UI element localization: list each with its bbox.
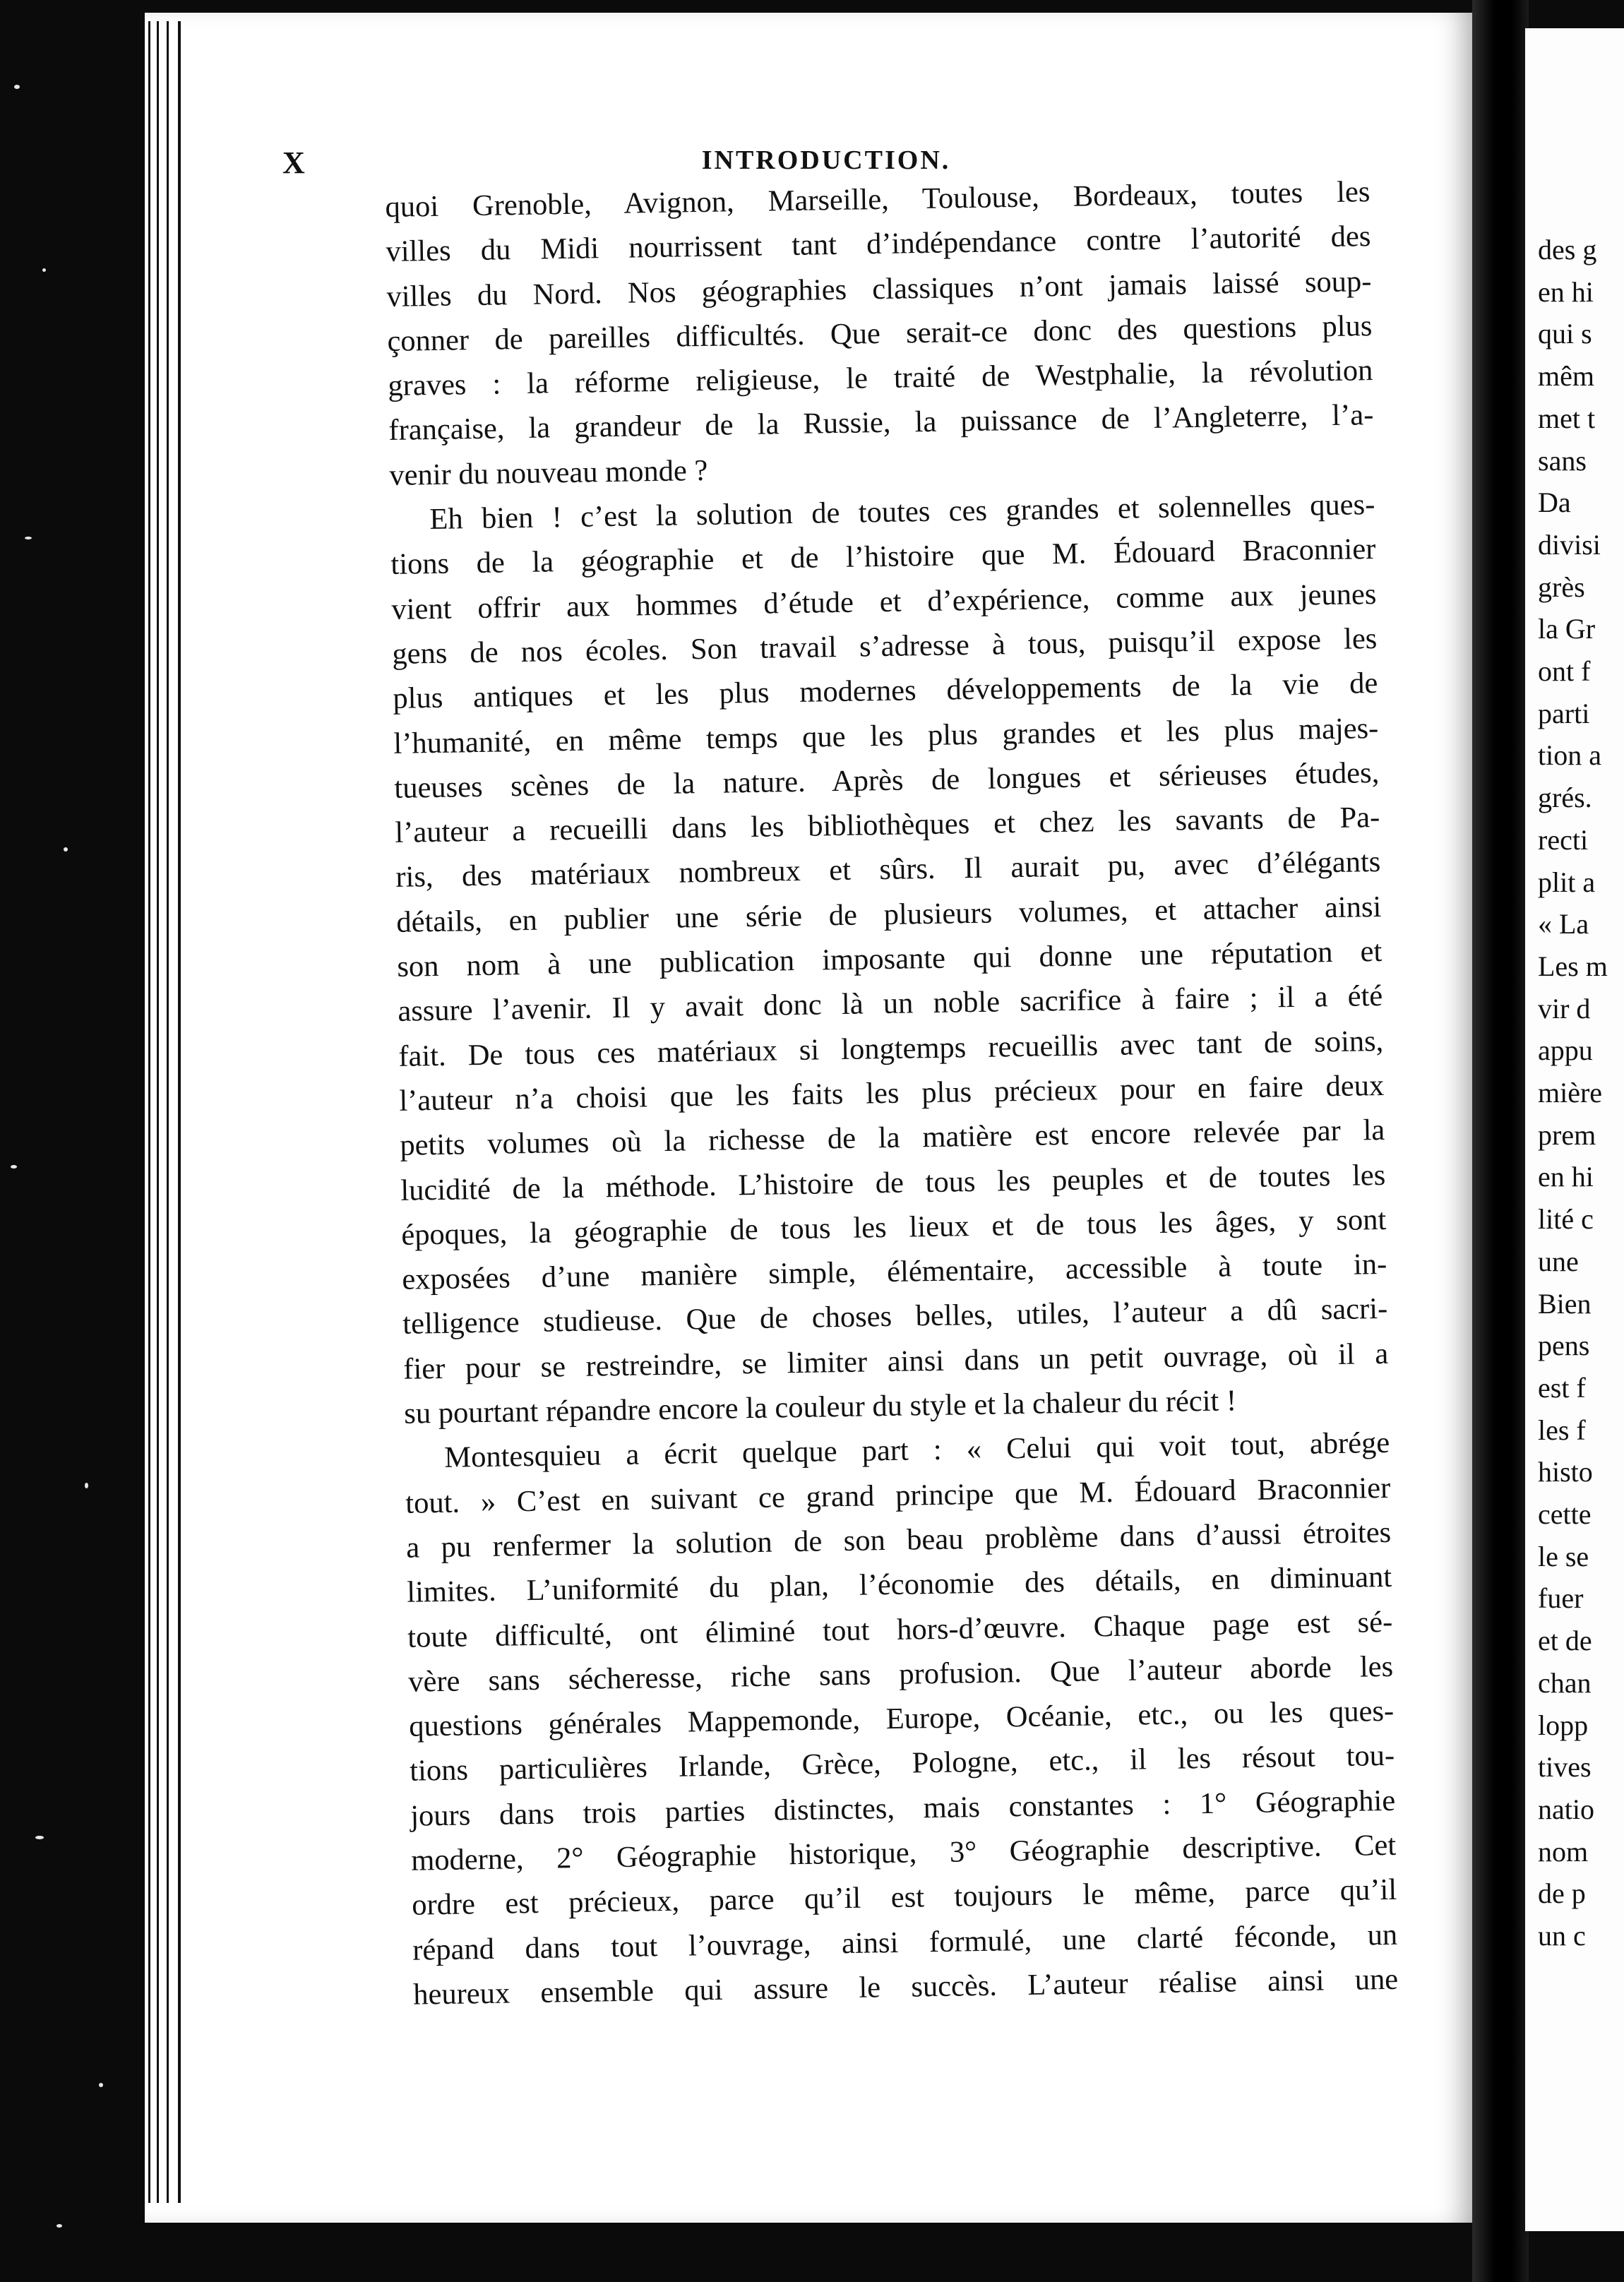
text-line: exposées d’une manière simple, élémentaire, accessible à toute in-	[401, 1248, 1387, 1296]
right-page-line: Bien	[1538, 1287, 1592, 1320]
text-line: toute difficulté, ont éliminé tout hors-d’œuvre. Chaque page est sé-	[407, 1605, 1393, 1654]
right-page-line: qui s	[1538, 318, 1592, 350]
right-page-line: vir d	[1538, 992, 1591, 1024]
text-line: ordre est précieux, parce qu’il est toujours le même, parce qu’il	[411, 1873, 1397, 1922]
text-line: gens de nos écoles. Son travail s’adresse à tous, puisqu’il expose les	[392, 621, 1378, 671]
body-text	[385, 169, 1399, 2017]
text-line: quoi Grenoble, Avignon, Marseille, Toulouse, Bordeaux, toutes les	[385, 175, 1371, 224]
page-edge-line	[157, 21, 159, 2203]
text-line: tions de la géographie et de l’histoire que M. Édouard Braconnier	[390, 532, 1376, 582]
text-line: vient offrir aux hommes d’étude et d’expérience, comme aux jeunes	[391, 577, 1377, 626]
right-page-line: nom	[1538, 1835, 1589, 1868]
text-line: heureux ensemble qui assure le succès. L’auteur réalise ainsi une	[412, 1962, 1399, 2012]
right-page-line: met t	[1538, 402, 1596, 434]
right-page-line: tion a	[1538, 739, 1601, 772]
right-page-line: prem	[1538, 1118, 1596, 1151]
text-line: Eh bien ! c’est la solution de toutes ces grandes et solennelles ques-	[429, 488, 1375, 537]
text-line: tueuses scènes de la nature. Après de longues et sérieuses études,	[394, 755, 1380, 805]
book-gutter	[1472, 0, 1529, 2282]
right-page-line: les f	[1538, 1414, 1586, 1446]
text-line: su pourtant répandre encore la couleur du style et la chaleur du récit !	[403, 1384, 1237, 1430]
page-number: X	[282, 145, 305, 180]
right-page-line: histo	[1538, 1456, 1593, 1488]
right-page-line: mière	[1538, 1077, 1603, 1109]
text-line: assure l’avenir. Il y avait donc là un noble sacrifice à faire ; il a été	[398, 979, 1383, 1029]
text-line: villes du Nord. Nos géographies classiques n’ont jamais laissé soup-	[386, 264, 1372, 313]
text-line: l’humanité, en même temps que les plus grandes et les plus majes-	[393, 711, 1379, 760]
right-page-line: divisi	[1538, 528, 1601, 561]
right-page-line: est f	[1538, 1371, 1586, 1404]
text-line: a pu renfermer la solution de son beau problème dans d’aussi étroites	[405, 1515, 1392, 1565]
right-page-line: lité c	[1538, 1203, 1594, 1236]
right-page-line: en hi	[1538, 1161, 1594, 1193]
right-page-line: ont f	[1538, 655, 1591, 687]
right-page-line: lopp	[1538, 1709, 1589, 1741]
text-line: l’auteur n’a choisi que les faits les plus précieux pour en faire deux	[399, 1068, 1385, 1118]
right-page-line: sans	[1538, 444, 1587, 477]
right-page-line: le se	[1538, 1540, 1589, 1572]
right-page-line: cette	[1538, 1498, 1592, 1530]
right-page-line: la Gr	[1538, 613, 1596, 645]
text-line: tions particulières Irlande, Grèce, Pologne, etc., il les résout tou-	[409, 1739, 1395, 1788]
text-line: l’auteur a recueilli dans les bibliothèques et chez les savants de Pa-	[395, 801, 1380, 850]
right-page-line: grés.	[1538, 782, 1592, 814]
text-line: plus antiques et les plus modernes développements de la vie de	[393, 667, 1378, 716]
text-line: ris, des matériaux nombreux et sûrs. Il aurait pu, avec d’élégants	[395, 845, 1381, 895]
text-line: telligence studieuse. Que de choses belles, utiles, l’auteur a dû sacri-	[402, 1292, 1388, 1342]
right-page-line: de p	[1538, 1877, 1586, 1910]
text-line: limites. L’uniformité du plan, l’économie des détails, en diminuant	[406, 1560, 1392, 1609]
right-page-line: des g	[1538, 234, 1597, 265]
right-page-line: en hi	[1538, 275, 1594, 308]
text-line: lucidité de la méthode. L’histoire de tous les peuples et de toutes les	[400, 1158, 1386, 1207]
right-page-line: un c	[1538, 1920, 1586, 1952]
text-line: venir du nouveau monde ?	[389, 453, 708, 492]
right-page-line: plit a	[1538, 866, 1596, 898]
text-line: petits volumes où la richesse de la matière est encore relevée par la	[400, 1113, 1385, 1163]
text-line: vère sans sécheresse, riche sans profusion. Que l’auteur aborde les	[407, 1649, 1394, 1699]
text-line: fait. De tous ces matériaux si longtemps recueillis avec tant de soins,	[398, 1024, 1384, 1073]
text-line: çonner de pareilles difficultés. Que serait-ce donc des questions plus	[387, 309, 1373, 358]
text-line: détails, en publier une série de plusieurs volumes, et attacher ainsi	[396, 890, 1382, 939]
text-line: tout. » C’est en suivant ce grand principe que M. Édouard Braconnier	[405, 1471, 1391, 1520]
text-line: française, la grandeur de la Russie, la puissance de l’Angleterre, l’a-	[388, 398, 1374, 448]
right-page-line: parti	[1538, 697, 1590, 729]
text-line: époques, la géographie de tous les lieux et de tous les âges, y sont	[400, 1202, 1387, 1252]
right-page-line: tives	[1538, 1751, 1592, 1784]
right-page-line: « La	[1538, 908, 1589, 940]
right-page-line: pens	[1538, 1330, 1590, 1362]
running-head: INTRODUCTION.	[701, 145, 951, 175]
right-page-line: une	[1538, 1245, 1579, 1277]
right-page-line: fuer	[1538, 1582, 1584, 1615]
text-line: jours dans trois parties distinctes, mais constantes : 1° Géographie	[410, 1784, 1396, 1833]
page-edge-line	[167, 21, 169, 2203]
right-page-line: Da	[1538, 486, 1571, 519]
text-line: questions générales Mappemonde, Europe, Océanie, etc., ou les ques-	[408, 1694, 1395, 1743]
right-page-line: chan	[1538, 1666, 1592, 1699]
right-page-line: Les m	[1538, 950, 1608, 982]
text-line: graves : la réforme religieuse, le traité de Westphalie, la révolution	[388, 354, 1373, 403]
text-line: répand dans tout l’ouvrage, ainsi formulé, une clarté féconde, un	[412, 1918, 1398, 1967]
text-line: fier pour se restreindre, se limiter ainsi dans un petit ouvrage, où il a	[402, 1337, 1389, 1386]
right-page-line: grès	[1538, 570, 1585, 603]
page-edge-line	[178, 21, 181, 2203]
right-page-line: et de	[1538, 1625, 1592, 1657]
right-page-line: natio	[1538, 1793, 1594, 1825]
text-line: moderne, 2° Géographie historique, 3° Géographie descriptive. Cet	[410, 1828, 1397, 1877]
right-page-line: mêm	[1538, 360, 1594, 393]
text-line: son nom à une publication imposante qui donne une réputation et	[397, 935, 1383, 984]
page-edge-line	[148, 21, 150, 2203]
text-line: villes du Midi nourrissent tant d’indépendance contre l’autorité des	[386, 220, 1371, 269]
right-page-line: appu	[1538, 1034, 1593, 1067]
text-line: Montesquieu a écrit quelque part : « Celui qui voit tout, abrége	[443, 1426, 1390, 1475]
right-page-line: recti	[1538, 823, 1589, 856]
